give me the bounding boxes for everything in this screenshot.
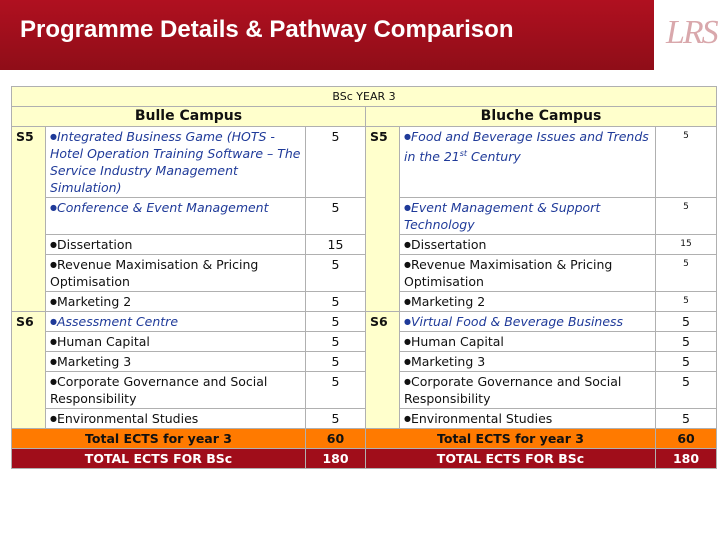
table-row — [12, 409, 717, 429]
ects-value: 5 — [656, 372, 717, 409]
table-row — [12, 198, 717, 235]
total-bsc-label: TOTAL ECTS FOR BSc — [366, 449, 656, 469]
semester-label: S6 — [366, 312, 400, 429]
module-name-tail: Century — [467, 149, 521, 165]
module-cell — [400, 372, 656, 409]
module-cell — [400, 235, 656, 255]
module-name: ● Assessment Centre — [50, 314, 178, 329]
total-bsc-row — [12, 449, 717, 469]
module-name: ● Virtual Food & Beverage Business — [404, 314, 623, 329]
semester-label: S5 — [366, 127, 400, 312]
ects-value: 5 — [306, 255, 366, 292]
module-cell — [46, 332, 306, 352]
module-cell — [46, 312, 306, 332]
table-row — [12, 312, 717, 332]
module-name: ● Environmental Studies — [404, 411, 552, 426]
ects-value: 5 — [306, 198, 366, 235]
table-row — [12, 292, 717, 312]
ects-value: 5 — [306, 372, 366, 409]
module-name: ● Environmental Studies — [50, 411, 198, 426]
ects-value: 5 — [306, 127, 366, 198]
module-cell — [46, 292, 306, 312]
module-cell — [400, 127, 656, 198]
total-year-label: Total ECTS for year 3 — [12, 429, 306, 449]
campus-header-row — [12, 107, 717, 127]
ects-value: 5 — [656, 127, 717, 198]
module-cell — [400, 312, 656, 332]
total-bsc-value: 180 — [656, 449, 717, 469]
module-cell — [400, 292, 656, 312]
logo-text: LRS — [666, 14, 717, 51]
year-header-row — [12, 87, 717, 107]
ects-value: 15 — [656, 235, 717, 255]
module-cell — [400, 332, 656, 352]
title-banner — [0, 0, 728, 70]
module-cell — [46, 372, 306, 409]
module-name-sup: st — [459, 149, 468, 158]
module-cell — [400, 352, 656, 372]
ects-value: 5 — [656, 352, 717, 372]
module-cell — [400, 198, 656, 235]
module-name: ● Marketing 3 — [50, 354, 131, 369]
ects-value: 5 — [656, 409, 717, 429]
module-name: ● Marketing 3 — [404, 354, 485, 369]
module-name: ● Event Management & Support Technology — [404, 200, 600, 232]
module-cell — [46, 235, 306, 255]
total-year-row — [12, 429, 717, 449]
total-year-value: 60 — [306, 429, 366, 449]
table-row — [12, 235, 717, 255]
campus-bluche: Bluche Campus — [366, 107, 717, 127]
module-name: ● Dissertation — [50, 237, 132, 252]
table-row — [12, 372, 717, 409]
comparison-table — [11, 86, 717, 469]
module-name: ● Integrated Business Game — [50, 129, 223, 144]
module-name: ● Dissertation — [404, 237, 486, 252]
ects-value: 5 — [656, 312, 717, 332]
module-cell — [46, 198, 306, 235]
module-cell — [400, 255, 656, 292]
page-title: Programme Details & Pathway Comparison — [20, 16, 514, 43]
module-cell — [46, 352, 306, 372]
total-bsc-label: TOTAL ECTS FOR BSc — [12, 449, 306, 469]
table-row — [12, 255, 717, 292]
module-name: ● Human Capital — [50, 334, 150, 349]
ects-value: 5 — [656, 255, 717, 292]
module-cell — [46, 409, 306, 429]
module-name: ● Conference & Event Management — [50, 200, 269, 215]
ects-value: 5 — [306, 352, 366, 372]
total-bsc-value: 180 — [306, 449, 366, 469]
ects-value: 5 — [656, 198, 717, 235]
ects-value: 15 — [306, 235, 366, 255]
total-year-label: Total ECTS for year 3 — [366, 429, 656, 449]
semester-label: S6 — [12, 312, 46, 429]
ects-value: 5 — [306, 312, 366, 332]
module-name: ● Marketing 2 — [50, 294, 131, 309]
module-cell — [46, 255, 306, 292]
module-name: ● Marketing 2 — [404, 294, 485, 309]
module-name: ● Revenue Maximisation & Pricing Optimisation — [50, 257, 258, 289]
table-row — [12, 352, 717, 372]
module-note: (HOTS - Hotel Operation Training Software – The Service Industry Management Simulation) — [50, 129, 301, 195]
module-name: ● Corporate Governance and Social Responsibility — [50, 374, 267, 406]
ects-value: 5 — [306, 292, 366, 312]
year-label: BSc YEAR 3 — [12, 87, 717, 107]
ects-value: 5 — [306, 332, 366, 352]
module-cell — [400, 409, 656, 429]
semester-label: S5 — [12, 127, 46, 312]
ects-value: 5 — [656, 332, 717, 352]
module-name: ● Revenue Maximisation & Pricing Optimisation — [404, 257, 612, 289]
module-name: ● Corporate Governance and Social Responsibility — [404, 374, 621, 406]
module-name: ● Human Capital — [404, 334, 504, 349]
table-row — [12, 332, 717, 352]
table-row — [12, 127, 717, 198]
ects-value: 5 — [306, 409, 366, 429]
module-name: ● Food and Beverage Issues and Trends in the 21 — [404, 129, 649, 164]
ects-value: 5 — [656, 292, 717, 312]
campus-bulle: Bulle Campus — [12, 107, 366, 127]
total-year-value: 60 — [656, 429, 717, 449]
logo — [654, 0, 728, 70]
module-cell — [46, 127, 306, 198]
